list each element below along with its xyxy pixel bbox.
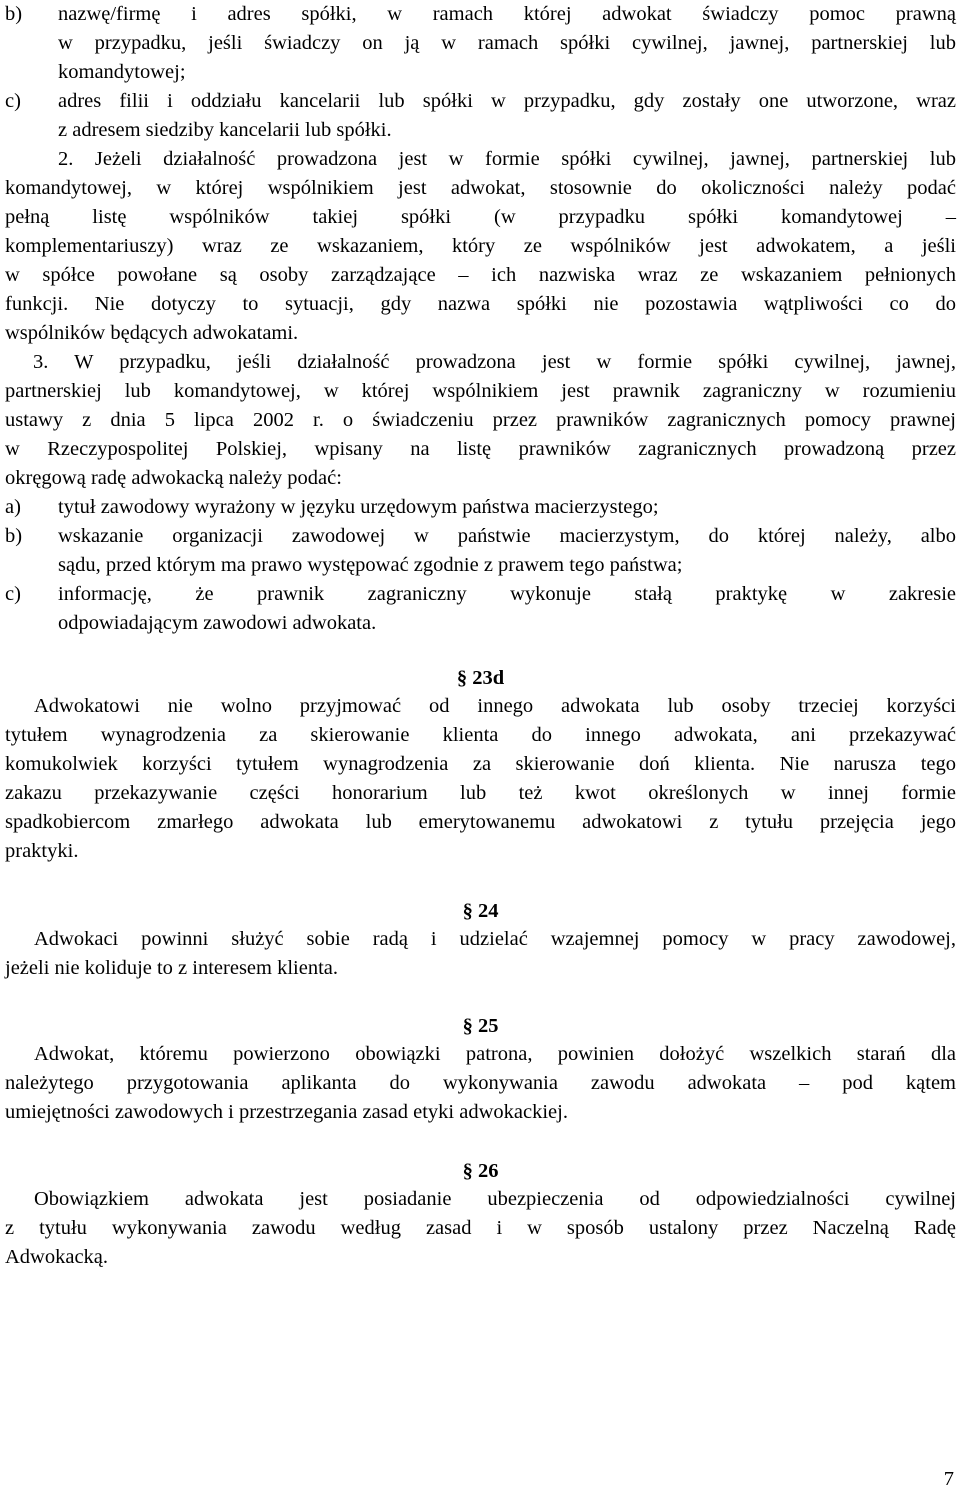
list-text-line: w przypadku, jeśli świadczy on ją w ramach spółki cywilnej, jawnej, partnerskiej lub [58,32,956,54]
section-heading: § 26 [462,1160,499,1182]
list-text-line: adres filii i oddziału kancelarii lub spółki w przypadku, gdy zostały one utworzone, wraz [58,90,956,112]
list-text-line: tytuł zawodowy wyrażony w języku urzędowym państwa macierzystego; [58,496,659,518]
list-item-b-cont [5,551,956,580]
section-text-line: komukolwiek korzyści tytułem wynagrodzenia za skierowanie doń klienta. Nie narusza tego [5,753,956,775]
list-item-c [5,87,956,116]
paragraph-2-line: pełną listę wspólników takiej spółki (w przypadku spółki komandytowej – [5,206,956,228]
section-text-line: Adwokacką. [5,1246,109,1268]
section-text-line: spadkobiercom zmarłego adwokata lub emerytowanemu adwokatowi z tytułu przejęcia jego [5,811,956,833]
list-label: b) [5,3,23,25]
paragraph-3-line: partnerskiej lub komandytowej, w której wspólnikiem jest prawnik zagraniczny w rozumieniu [5,380,956,402]
section-text-line: zakazu przekazywanie części honorarium lub też kwot określonych w innej formie [5,782,956,804]
paragraph-3-line: w Rzeczypospolitej Polskiej, wpisany na listę prawników zagranicznych prowadzoną przez [5,438,956,460]
paragraph-3-line: okręgową radę adwokacką należy podać: [5,467,342,489]
list-item-b [5,522,956,551]
list-item-b-cont [5,29,956,58]
section-text-line: należytego przygotowania aplikanta do wykonywania zawodu adwokata – pod kątem [5,1072,956,1094]
list-item-c-cont [5,609,956,638]
list-label: a) [5,496,21,518]
list-text-line: sądu, przed którym ma prawo występować zgodnie z prawem tego państwa; [58,554,683,576]
section-text-line: z tytułu wykonywania zawodu według zasad i w sposób ustalony przez Naczelną Radę [5,1217,956,1239]
paragraph-3-line: ustawy z dnia 5 lipca 2002 r. o świadczeniu przez prawników zagranicznych pomocy prawnej [5,409,956,431]
section-text-line: Adwokat, któremu powierzono obowiązki patrona, powinien dołożyć wszelkich starań dla [34,1043,956,1065]
list-text-line: komandytowej; [58,61,186,83]
section-heading: § 24 [462,900,499,922]
list-label: b) [5,525,23,547]
list-label: c) [5,90,21,112]
paragraph-2-line: 2. Jeżeli działalność prowadzona jest w formie spółki cywilnej, jawnej, partnerskiej lub [58,148,956,170]
paragraph-3-line: 3. W przypadku, jeśli działalność prowadzona jest w formie spółki cywilnej, jawnej, [33,351,956,373]
section-text-line: tytułem wynagrodzenia za skierowanie klienta do innego adwokata, ani przekazywać [5,724,956,746]
list-item-c-cont [5,116,956,145]
section-text-line: Adwokatowi nie wolno przyjmować od innego adwokata lub osoby trzeciej korzyści [34,695,956,717]
paragraph-2-line: w spółce powołane są osoby zarządzające – ich nazwiska wraz ze wskazaniem pełnionych [5,264,956,286]
section-text-line: praktyki. [5,840,79,862]
list-text-line: wskazanie organizacji zawodowej w państwie macierzystym, do której należy, albo [58,525,956,547]
list-item-c [5,580,956,609]
paragraph-2-line: funkcji. Nie dotyczy to sytuacji, gdy nazwa spółki nie pozostawia wątpliwości co do [5,293,956,315]
list-text-line: nazwę/firmę i adres spółki, w ramach której adwokat świadczy pomoc prawną [58,3,956,25]
paragraph-2-line: wspólników będących adwokatami. [5,322,299,344]
section-text-line: Adwokaci powinni służyć sobie radą i udzielać wzajemnej pomocy w pracy zawodowej, [34,928,956,950]
list-text-line: z adresem siedziby kancelarii lub spółki. [58,119,392,141]
paragraph-2-line: komplementariuszy) wraz ze wskazaniem, który ze wspólników jest adwokatem, a jeśli [5,235,956,257]
section-heading: § 25 [462,1015,499,1037]
list-item-b [5,0,956,29]
list-text-line: odpowiadającym zawodowi adwokata. [58,612,377,634]
section-text-line: jeżeli nie koliduje to z interesem klienta. [5,957,339,979]
page-number: 7 [943,1468,954,1490]
section-text-line: umiejętności zawodowych i przestrzegania zasad etyki adwokackiej. [5,1101,568,1123]
list-item-a [5,493,956,522]
section-heading: § 23d [456,667,505,689]
list-label: c) [5,583,21,605]
list-item-b-cont [5,58,956,87]
paragraph-2-line: komandytowej, w której wspólnikiem jest adwokat, stosownie do okoliczności należy podać [5,177,956,199]
list-text-line: informację, że prawnik zagraniczny wykonuje stałą praktykę w zakresie [58,583,956,605]
section-text-line: Obowiązkiem adwokata jest posiadanie ubezpieczenia od odpowiedzialności cywilnej [34,1188,956,1210]
